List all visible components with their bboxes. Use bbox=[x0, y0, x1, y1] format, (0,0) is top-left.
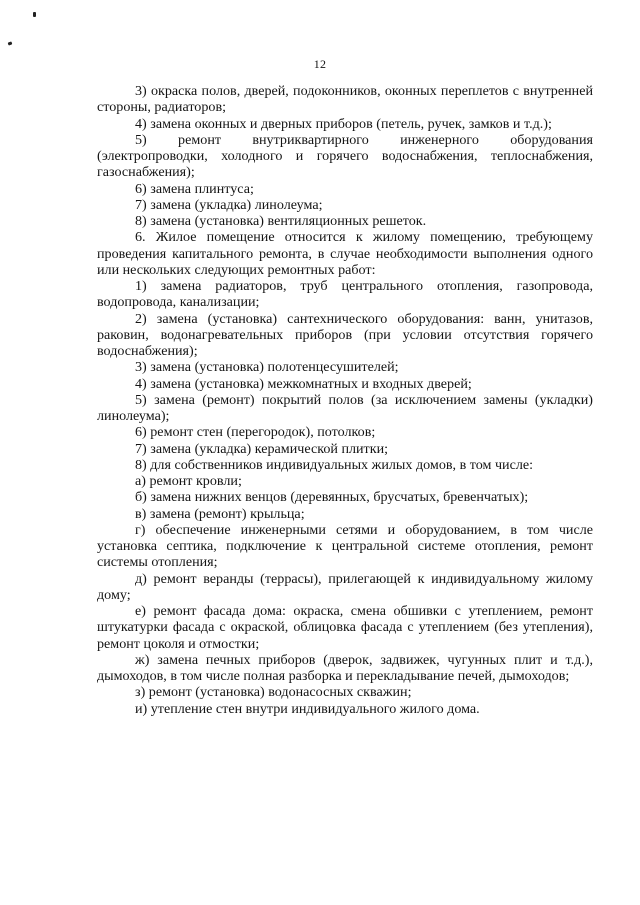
list-item: 6) ремонт стен (перегородок), потолков; bbox=[135, 424, 376, 441]
scan-mark bbox=[33, 12, 36, 17]
sub-list-item: б) замена нижних венцов (деревянных, брусчатых, бревенчатых); bbox=[135, 489, 529, 506]
sub-list-item: д) ремонт веранды (террасы), прилегающей к индивидуальному жилому дому; bbox=[97, 570, 593, 603]
list-item: 3) замена (установка) полотенцесушителей; bbox=[135, 359, 399, 376]
list-item: 8) для собственников индивидуальных жилых домов, в том числе: bbox=[135, 456, 534, 473]
list-item: 7) замена (укладка) линолеума; bbox=[135, 196, 323, 213]
list-item: 6) замена плинтуса; bbox=[135, 180, 254, 197]
list-item: 5) ремонт внутриквартирного инженерного оборудования (электропроводки, холодного и горячего водоснабжения, теплоснабжения, газоснабжения); bbox=[97, 131, 593, 181]
sub-list-item: з) ремонт (установка) водонасосных скважин; bbox=[135, 684, 412, 701]
list-item: 5) замена (ремонт) покрытий полов (за исключением замены (укладки) линолеума); bbox=[97, 391, 593, 424]
sub-list-item: ж) замена печных приборов (дверок, задвижек, чугунных плит и т.д.), дымоходов, в том числе полная разборка и перекладывание печей, дымоходов; bbox=[97, 651, 593, 684]
list-item: 8) замена (установка) вентиляционных решеток. bbox=[135, 213, 427, 229]
list-item: 3) окраска полов, дверей, подоконников, оконных переплетов с внутренней стороны, радиаторов; bbox=[97, 83, 593, 116]
sub-list-item: в) замена (ремонт) крыльца; bbox=[135, 505, 305, 522]
scan-mark bbox=[8, 41, 13, 45]
list-item: 1) замена радиаторов, труб центрального отопления, газопровода, водопровода, канализации; bbox=[97, 278, 593, 311]
page-number: 12 bbox=[313, 57, 327, 71]
list-item: 7) замена (укладка) керамической плитки; bbox=[135, 440, 389, 457]
sub-list-item: а) ремонт кровли; bbox=[135, 473, 242, 489]
sub-list-item: е) ремонт фасада дома: окраска, смена обшивки с утеплением, ремонт штукатурки фасада с окраской, облицовка фасада с утеплением (без утепления), ремонт цоколя и отмостки; bbox=[97, 603, 593, 652]
list-item: 4) замена оконных и дверных приборов (петель, ручек, замков и т.д.); bbox=[135, 115, 552, 132]
document-body bbox=[97, 83, 593, 717]
sub-list-item: и) утепление стен внутри индивидуального жилого дома. bbox=[135, 700, 480, 717]
list-item: 4) замена (установка) межкомнатных и входных дверей; bbox=[135, 375, 472, 392]
list-item: 2) замена (установка) сантехнического оборудования: ванн, унитазов, раковин, водонагревательных приборов (при условии отсутствия горячего водоснабжения); bbox=[97, 310, 593, 359]
section-paragraph: 6. Жилое помещение относится к жилому помещению, требующему проведения капитального ремонта, в случае необходимости выполнения одного или нескольких следующих ремонтных работ: bbox=[97, 229, 593, 278]
sub-list-item: г) обеспечение инженерными сетями и оборудованием, в том числе установка септика, подключение к центральной системе отопления, ремонт системы отопления; bbox=[97, 521, 593, 571]
